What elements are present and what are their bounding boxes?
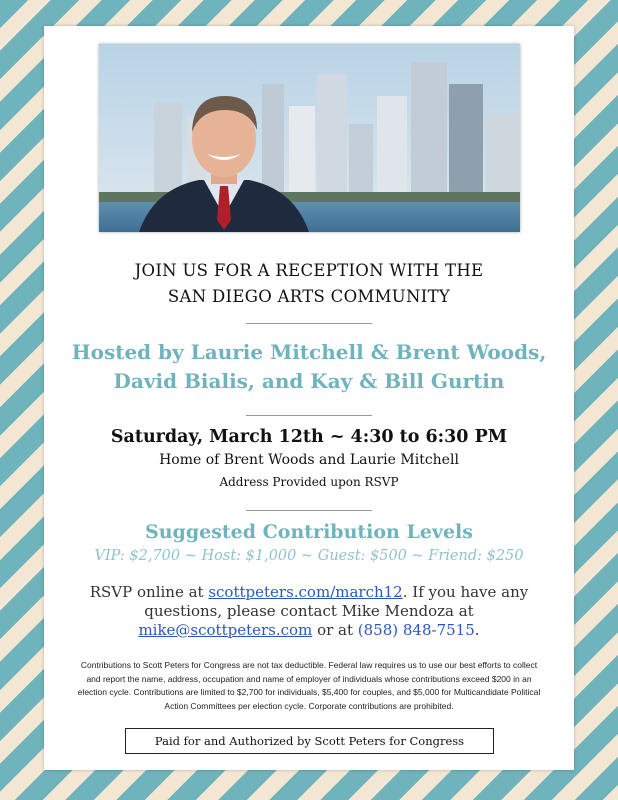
hosts-line-1: Hosted by Laurie Mitchell & Brent Woods, bbox=[71, 340, 547, 364]
contribution-levels: VIP: $2,700 ~ Host: $1,000 ~ Guest: $500 ~ Friend: $250 bbox=[94, 548, 524, 564]
legal-disclaimer: Contributions to Scott Peters for Congress are not tax deductible. Federal law requires us to use our best efforts to collect and report the name, address, occupation and name of employer of individuals whose contributions exceed $200 in an election cycle. Contributions are limited to $2,700 for individuals, $5,400 for couples, and $5,000 for Multicandidate Political Action Committees per election cycle. Corporate contributions are prohibited. bbox=[77, 660, 541, 711]
rsvp-paragraph bbox=[74, 583, 544, 640]
paid-for-box: Paid for and Authorized by Scott Peters for Congress bbox=[125, 728, 494, 754]
event-heading bbox=[44, 258, 574, 310]
contact-email-link[interactable]: mike@scottpeters.com bbox=[138, 621, 313, 639]
invitation-card bbox=[44, 26, 574, 770]
rsvp-text: or at bbox=[312, 621, 358, 639]
hosts bbox=[44, 338, 574, 396]
heading-line-1: JOIN US FOR A RECEPTION WITH THE bbox=[134, 261, 484, 280]
contact-phone[interactable]: (858) 848-7515 bbox=[357, 621, 475, 639]
divider bbox=[246, 323, 372, 324]
event-location: Home of Brent Woods and Laurie Mitchell bbox=[159, 452, 459, 468]
rsvp-link[interactable]: scottpeters.com/march12 bbox=[208, 583, 403, 601]
rsvp-text: . If you have any questions, please contact Mike Mendoza at bbox=[144, 583, 529, 620]
address-note: Address Provided upon RSVP bbox=[219, 475, 399, 489]
divider bbox=[246, 415, 372, 416]
contribution-title: Suggested Contribution Levels bbox=[145, 521, 473, 543]
rsvp-text: . bbox=[474, 621, 480, 639]
event-date-time: Saturday, March 12th ~ 4:30 to 6:30 PM bbox=[110, 427, 508, 447]
hosts-line-2: David Bialis, and Kay & Bill Gurtin bbox=[113, 369, 505, 393]
skyline-portrait-image bbox=[99, 44, 520, 232]
divider bbox=[246, 510, 372, 511]
heading-line-2: SAN DIEGO ARTS COMMUNITY bbox=[167, 287, 451, 306]
rsvp-text: RSVP online at bbox=[89, 583, 209, 601]
candidate-photo bbox=[99, 44, 520, 232]
